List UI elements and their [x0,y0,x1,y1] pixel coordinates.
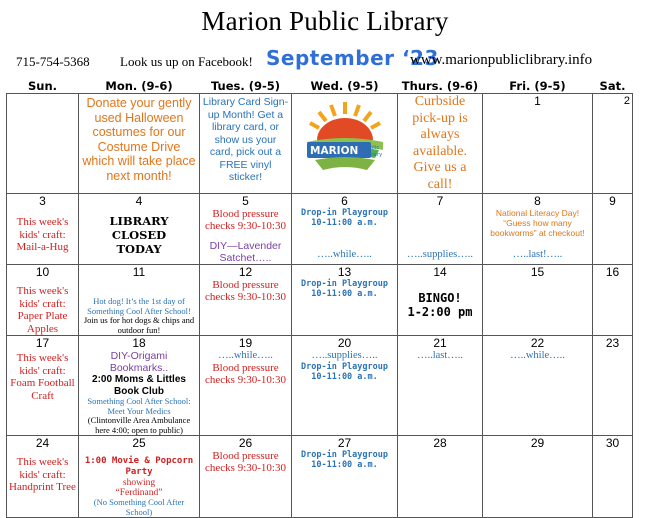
day-number: 13 [337,265,352,279]
day-header-sun: Sun. [27,78,58,93]
facebook-note: Look us up on Facebook! [120,54,253,69]
day-number: 7 [436,194,444,208]
day-number: 12 [238,265,253,279]
day-cell-costume-drive [79,94,200,194]
library-title: Marion Public Library [201,6,449,36]
book-club-note: 2:00 Moms & Littles Book Club [92,374,186,397]
day-cell-18 [79,336,200,436]
marion-library-logo [301,98,389,178]
week-row [7,436,633,518]
day-cell-28 [398,436,483,518]
day-cell-13 [292,265,398,336]
closed-line-2: CLOSED [111,228,167,242]
day-number: 19 [238,336,253,350]
playgroup-note: Drop-in Playgroup 10-11:00 a.m. [301,450,388,470]
blood-pressure-note: Blood pressure checks 9:30-10:30 [205,362,286,386]
hot-dog-note: Join us for hot dogs & chips and outdoor fun! [83,315,195,335]
message-fragment: …..last!….. [512,249,563,260]
playgroup-note: Drop-in Playgroup 10-11:00 a.m. [301,362,388,382]
day-cell-22 [483,336,593,436]
day-number: 18 [132,336,146,350]
day-number: 2 [623,95,630,107]
website-link[interactable]: www.marionpubliclibrary.info [410,52,593,68]
after-school-note: Hot dog! It’s the 1st day of Something Cool After School! [87,296,191,316]
day-cell-23 [593,336,633,436]
day-cell-5 [200,194,292,265]
weekday-header-row [7,78,633,94]
curbside-note: Curbside pick-up is always available. Give us a call! [412,94,468,192]
day-number: 23 [605,336,620,350]
day-cell-library-card-month [200,94,292,194]
day-cell-logo [292,94,398,194]
day-number: 29 [530,436,545,450]
bingo-time: 1-2:00 pm [407,305,473,319]
day-number: 9 [609,194,616,208]
svg-text:MARION: MARION [309,145,358,157]
day-cell-8 [483,194,593,265]
bingo-title: BINGO! [418,291,462,305]
day-cell-2 [593,94,633,194]
day-header-tue: Tues. (9-5) [210,78,281,93]
origami-note: DIY-Origami Bookmarks.. [109,350,169,374]
no-after-school-note: (No Something Cool After School) [93,497,185,517]
day-number: 28 [433,436,447,450]
week-row [7,194,633,265]
message-fragment: …..supplies….. [311,350,378,361]
kids-craft-note: This week's kids' craft: Handprint Tree [9,456,76,493]
svg-text:Library: Library [362,152,382,158]
day-cell-30 [593,436,633,518]
blood-pressure-note: Blood pressure checks 9:30-10:30 [205,450,286,474]
day-number: 16 [605,265,620,279]
message-fragment: …..last….. [416,350,464,361]
day-cell-29 [483,436,593,518]
header-bar [0,48,650,74]
day-number: 15 [530,265,545,279]
day-number: 27 [337,436,352,450]
message-fragment: …..while….. [510,350,565,361]
day-number: 14 [433,265,447,279]
message-fragment: …..while….. [218,350,273,361]
day-number: 17 [35,336,50,350]
week-row [7,336,633,436]
blood-pressure-note: Blood pressure checks 9:30-10:30 [205,279,286,303]
day-number: 25 [132,436,146,450]
day-header-wed: Wed. (9-5) [310,78,379,93]
day-header-thu: Thurs. (9-6) [401,78,479,93]
day-cell-21 [398,336,483,436]
day-cell-20 [292,336,398,436]
svg-text:Public: Public [362,145,379,151]
day-number: 8 [534,194,541,208]
month-heading: September ‘23 [266,46,439,70]
closed-line-3: TODAY [116,242,162,256]
day-cell-27 [292,436,398,518]
kids-craft-note: This week's kids' craft: Mail-a-Hug [16,216,69,253]
day-cell-11 [79,265,200,336]
message-fragment: …..while….. [317,249,372,260]
day-cell-3 [7,194,79,265]
message-fragment: …..supplies….. [407,249,473,260]
day-cell-14 [398,265,483,336]
day-cell-curbside [398,94,483,194]
blood-pressure-note: Blood pressure checks 9:30-10:30 [205,208,286,232]
day-number: 21 [433,336,447,350]
day-number: 24 [35,436,50,450]
day-number: 4 [135,194,143,208]
day-cell-1 [483,94,593,194]
meet-medics-note: Something Cool After School: Meet Your Medics [87,396,191,416]
day-number: 22 [530,336,545,350]
day-cell-empty [7,94,79,194]
day-cell-24 [7,436,79,518]
kids-craft-note: This week's kids' craft: Paper Plate Apples [16,285,69,335]
day-cell-7 [398,194,483,265]
kids-craft-note: This week's kids' craft: Foam Football Craft [10,352,75,402]
calendar-grid [6,78,633,518]
day-number: 3 [39,194,46,208]
movie-title: “Ferdinand” [115,488,163,498]
day-cell-17 [7,336,79,436]
movie-party-note: 1:00 Movie & Popcorn Party [84,456,194,477]
day-number: 26 [238,436,253,450]
ambulance-note: (Clintonville Area Ambulance here 4:00; open to public) [87,415,191,435]
week-row [7,94,633,194]
day-number: 20 [337,336,352,350]
library-card-note: Library Card Sign-up Month! Get a library card, or show us your card, pick out a FREE vinyl sticker! [202,96,289,183]
playgroup-note: Drop-in Playgroup 10-11:00 a.m. [301,279,388,299]
day-cell-6 [292,194,398,265]
day-cell-25 [79,436,200,518]
costume-drive-note: Donate your gently used Halloween costumes for our Costume Drive which will take place next month! [82,96,196,183]
literacy-day-note: National Literacy Day! “Guess how many bookworms” at checkout! [490,208,585,238]
day-header-mon: Mon. (9-6) [105,78,173,93]
day-cell-19 [200,336,292,436]
day-number: 30 [605,436,620,450]
day-number: 11 [132,265,146,279]
day-cell-26 [200,436,292,518]
day-cell-16 [593,265,633,336]
phone-number: 715-754-5368 [16,54,90,69]
day-cell-9 [593,194,633,265]
movie-showing-label: showing [122,478,156,488]
day-cell-4 [79,194,200,265]
day-number: 5 [242,194,249,208]
day-header-fri: Fri. (9-5) [509,78,566,93]
field-icon [315,157,375,170]
closed-line-1: LIBRARY [109,214,169,228]
day-number: 6 [341,194,348,208]
week-row [7,265,633,336]
day-cell-15 [483,265,593,336]
day-cell-12 [200,265,292,336]
day-number: 1 [534,94,541,108]
day-cell-10 [7,265,79,336]
day-number: 10 [35,265,50,279]
diy-note: DIY—Lavender Satchet….. [209,240,282,264]
playgroup-note: Drop-in Playgroup 10-11:00 a.m. [301,208,388,228]
day-header-sat: Sat. [599,78,626,93]
